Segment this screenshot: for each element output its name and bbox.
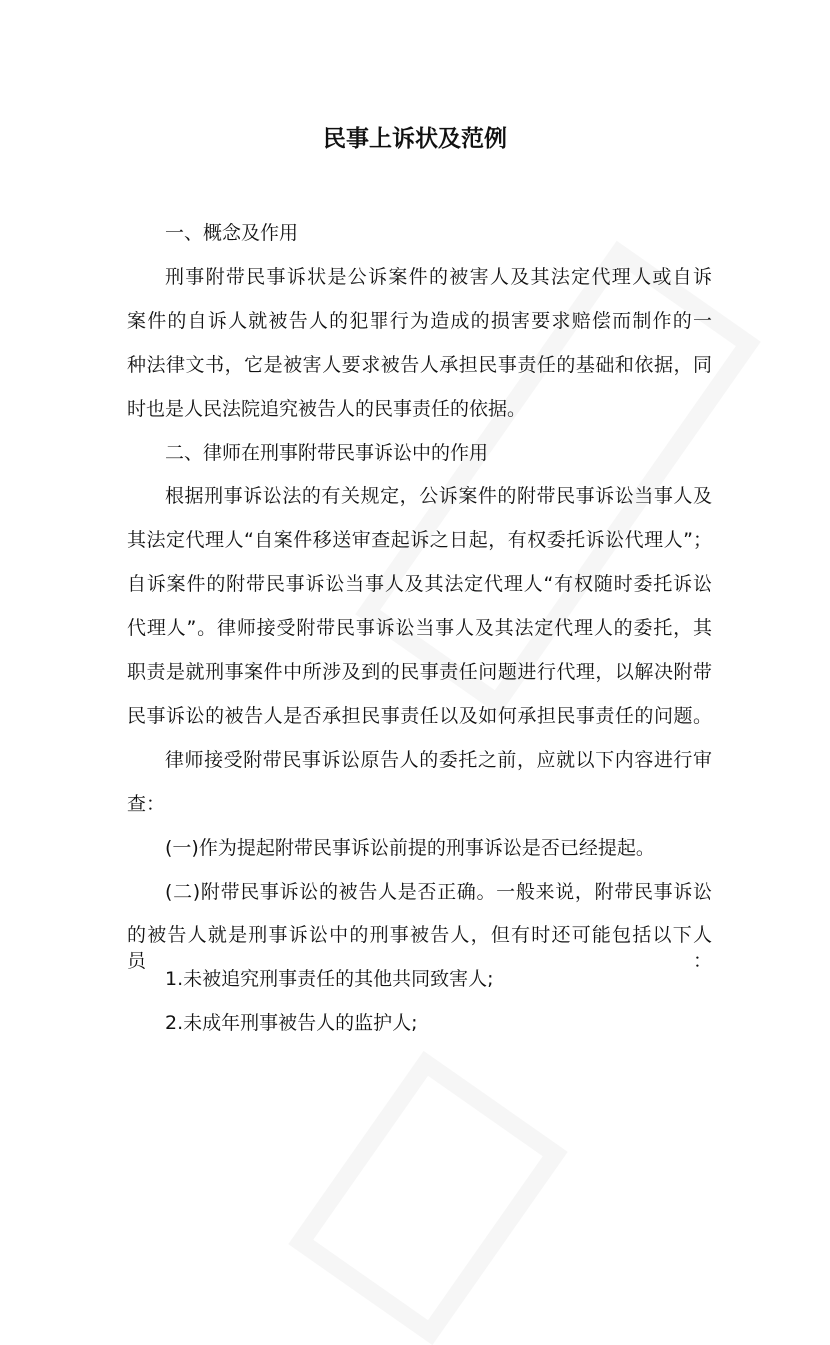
text-line: 律师接受附带民事诉讼原告人的委托之前，应就以下内容进行审 [165,748,712,771]
text-line: 种法律文书，它是被害人要求被告人承担民事责任的基础和依据，同 [127,353,712,376]
text-line: 案件的自诉人就被告人的犯罪行为造成的损害要求赔偿而制作的一 [127,309,712,332]
document-title: 民事上诉状及范例 [323,126,507,152]
text-line: 的被告人就是刑事诉讼中的刑事被告人，但有时还可能包括以下人员： [127,924,712,973]
text-line: 刑事附带民事诉状是公诉案件的被害人及其法定代理人或自诉 [165,265,712,288]
text-line: 查： [127,792,166,815]
watermark [288,1051,568,1345]
text-line: 其法定代理人“自案件移送审查起诉之日起，有权委托诉讼代理人”； [127,529,712,552]
text-line: (一)作为提起附带民事诉讼前提的刑事诉讼是否已经提起。 [165,836,655,859]
text-line: (二)附带民事诉讼的被告人是否正确。一般来说，附带民事诉讼 [165,880,712,903]
text-line: 一、概念及作用 [165,222,299,244]
text-line: 民事诉讼的被告人是否承担民事责任以及如何承担民事责任的问题。 [127,704,712,727]
text-line: 自诉案件的附带民事诉讼当事人及其法定代理人“有权随时委托诉讼 [127,573,712,596]
text-line: 职责是就刑事案件中所涉及到的民事责任问题进行代理，以解决附带 [127,661,712,683]
text-line: 根据刑事诉讼法的有关规定，公诉案件的附带民事诉讼当事人及 [165,485,712,508]
text-line: 代理人”。律师接受附带民事诉讼当事人及其法定代理人的委托，其 [127,617,712,640]
text-line: 1.未被追究刑事责任的其他共同致害人; [165,968,494,991]
text-line: 2.未成年刑事被告人的监护人; [165,1012,418,1035]
text-line: 时也是人民法院追究被告人的民事责任的依据。 [127,397,527,420]
text-line: 二、律师在刑事附带民事诉讼中的作用 [165,441,489,464]
